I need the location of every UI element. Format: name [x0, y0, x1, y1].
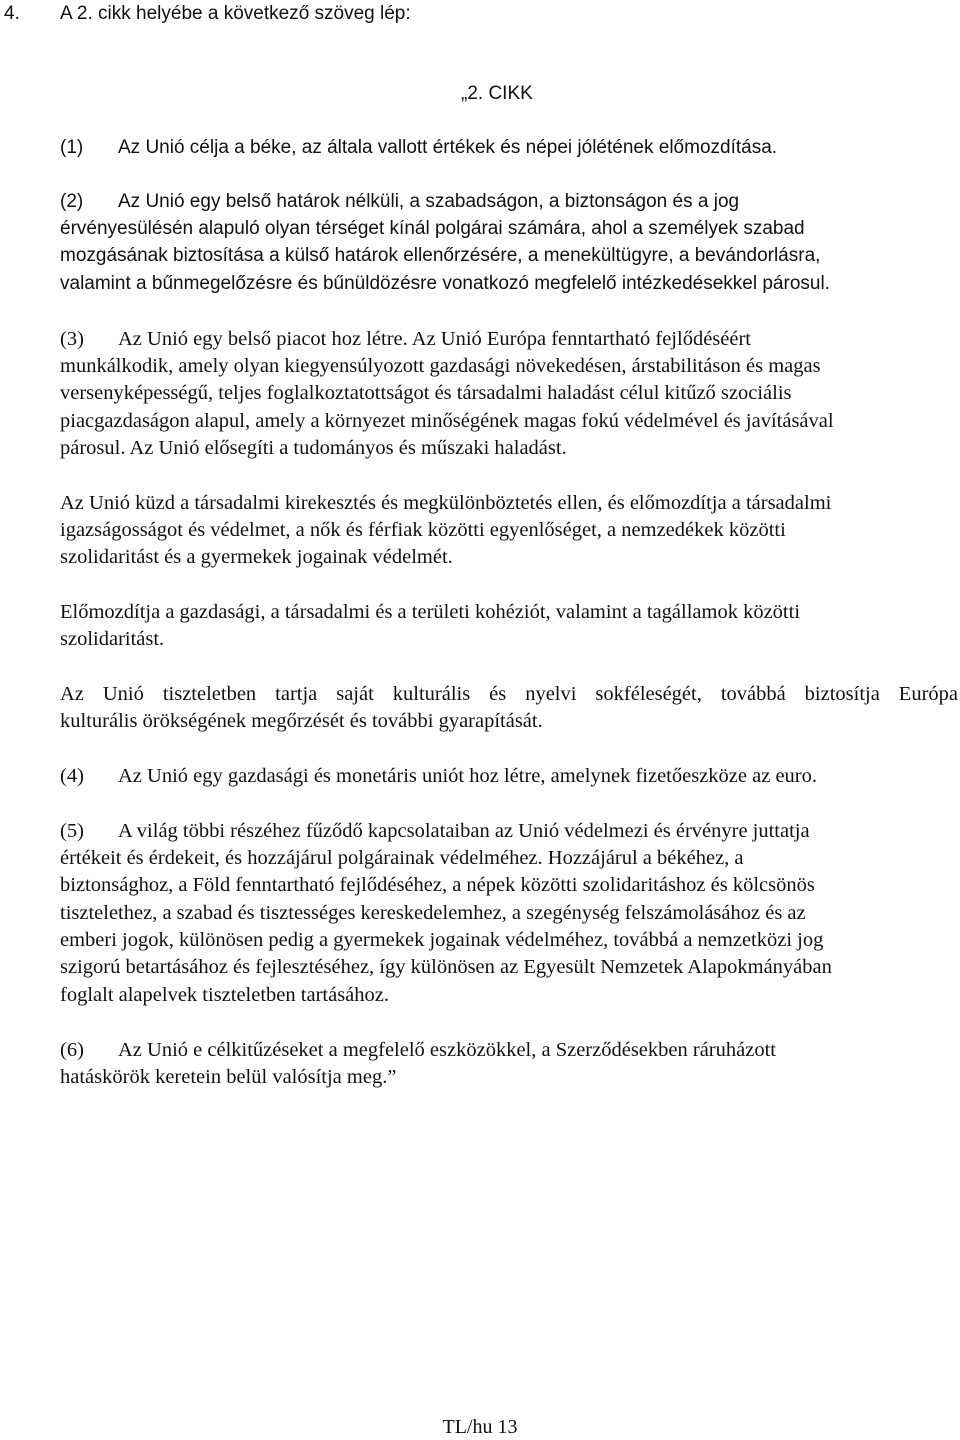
- paragraph-3-line-3: versenyképességű, teljes foglalkoztatottságot és társadalmi haladást célul kitűző szociális: [60, 382, 792, 404]
- paragraph-3a-line-3: szolidaritást és a gyermekek jogainak védelmét.: [60, 546, 453, 568]
- paragraph-5-line-3: biztonsághoz, a Föld fenntartható fejlődéséhez, a népek közötti szolidaritáshoz és kölcsönös: [60, 874, 815, 896]
- paragraph-number: (2): [60, 191, 84, 212]
- paragraph-6-line-2: hatáskörök keretein belül valósítja meg.”: [60, 1066, 397, 1088]
- paragraph-5-line-6: szigorú betartásához és fejlesztéséhez, így különösen az Egyesült Nemzetek Alapokmányában: [60, 956, 832, 978]
- paragraph-6-line-1: (6) Az Unió e célkitűzéseket a megfelelő eszközökkel, a Szerződésekben ráruházott: [60, 1039, 776, 1061]
- paragraph-3a-line-1: Az Unió küzd a társadalmi kirekesztés és megkülönböztetés ellen, és előmozdítja a társadalmi: [60, 492, 832, 514]
- item-number: 4.: [4, 3, 20, 24]
- paragraph-5-line-2: értékeit és érdekeit, és hozzájárul polgárainak védelméhez. Hozzájárul a békéhez, a: [60, 847, 744, 869]
- paragraph-5-line-1: (5) A világ többi részéhez fűződő kapcsolataiban az Unió védelmezi és érvényre juttatja: [60, 820, 810, 842]
- paragraph-5-line-4: tisztelethez, a szabad és tisztességes kereskedelemhez, a szegénység felszámolásához és az: [60, 902, 806, 924]
- paragraph-5-line-5: emberi jogok, különösen pedig a gyermekek jogainak védelméhez, továbbá a nemzetközi jog: [60, 929, 824, 951]
- paragraph-2-line-1: (2) Az Unió egy belső határok nélküli, a szabadságon, a biztonságon és a jog: [60, 191, 740, 212]
- paragraph-3-line-2: munkálkodik, amely olyan kiegyensúlyozott gazdasági növekedésen, árstabilitáson és magas: [60, 355, 821, 377]
- paragraph-3b-line-2: szolidaritást.: [60, 628, 165, 650]
- paragraph-3c-line-1: Az Unió tiszteletben tartja saját kulturális és nyelvi sokféleségét, továbbá biztosítja Európa: [60, 683, 958, 705]
- paragraph-3c-line-2: kulturális örökségének megőrzését és további gyarapítását.: [60, 710, 543, 732]
- paragraph-number: (3): [60, 328, 84, 350]
- paragraph-3-line-4: piacgazdaságon alapul, amely a környezet minőségének magas fokú védelmével és javításával: [60, 410, 834, 432]
- paragraph-1-line-1: (1) Az Unió célja a béke, az általa vallott értékek és népei jólétének előmozdítása.: [60, 137, 778, 158]
- instruction-line: [4, 3, 411, 25]
- paragraph-5-line-7: foglalt alapelvek tiszteletben tartásához.: [60, 984, 389, 1006]
- paragraph-2-line-4: valamint a bűnmegelőzésre és bűnüldözésre vonatkozó megfelelő intézkedésekkel párosul.: [60, 273, 830, 294]
- paragraph-number: (1): [60, 137, 84, 158]
- instruction-text: A 2. cikk helyébe a következő szöveg lép:: [60, 3, 411, 24]
- paragraph-2-line-3: mozgásának biztosítása a külső határok ellenőrzésére, a menekültügyre, a bevándorlásra,: [60, 245, 821, 266]
- paragraph-number: (4): [60, 765, 84, 787]
- paragraph-3-line-5: párosul. Az Unió elősegíti a tudományos és műszaki haladást.: [60, 437, 567, 459]
- paragraph-4-line-1: (4) Az Unió egy gazdasági és monetáris uniót hoz létre, amelynek fizetőeszköze az euro.: [60, 765, 817, 787]
- paragraph-2-line-2: érvényesülésén alapuló olyan térséget kínál polgárai számára, ahol a személyek szabad: [60, 218, 805, 239]
- paragraph-3b-line-1: Előmozdítja a gazdasági, a társadalmi és a területi kohéziót, valamint a tagállamok közötti: [60, 601, 801, 623]
- paragraph-number: (5): [60, 820, 84, 842]
- paragraph-3a-line-2: igazságosságot és védelmet, a nők és férfiak közötti egyenlőséget, a nemzedékek közötti: [60, 519, 786, 541]
- paragraph-number: (6): [60, 1039, 84, 1061]
- page-footer: TL/hu 13: [442, 1416, 518, 1438]
- paragraph-3-line-1: (3) Az Unió egy belső piacot hoz létre. Az Unió Európa fenntartható fejlődéséért: [60, 328, 751, 350]
- article-heading: „2. CIKK: [461, 83, 533, 104]
